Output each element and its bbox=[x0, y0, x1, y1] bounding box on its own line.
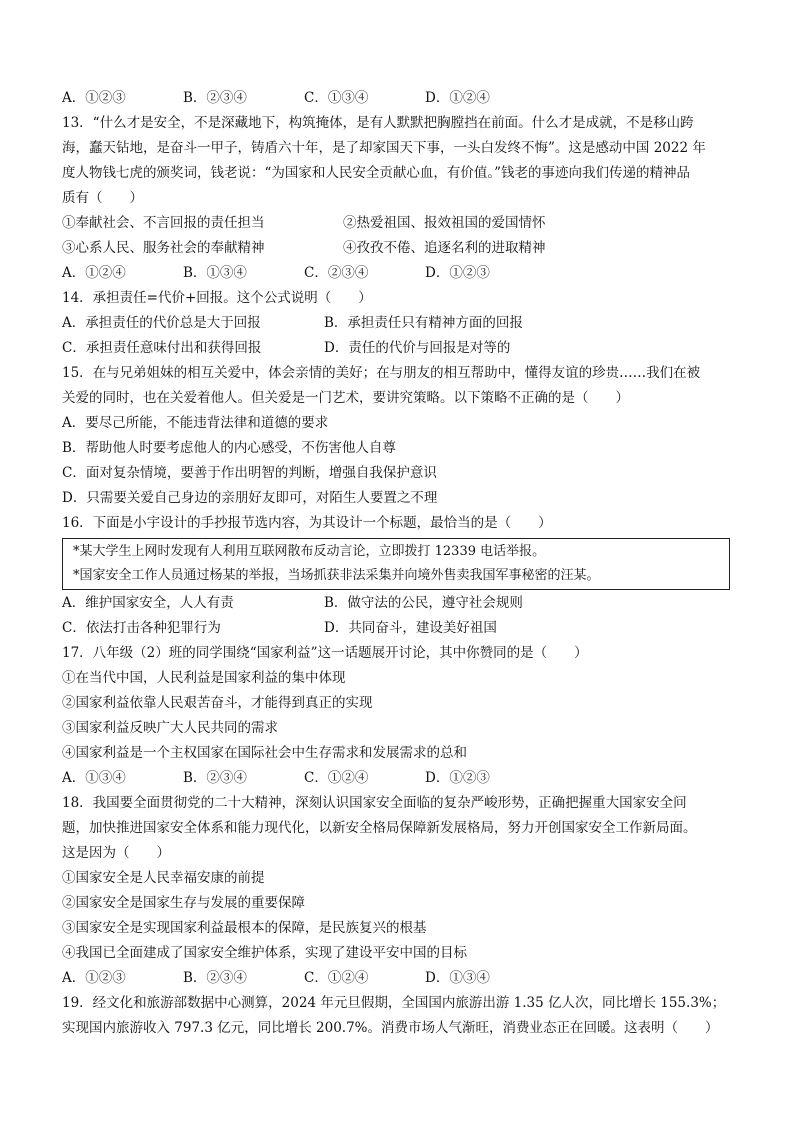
q15-stem-line: 关爱的同时，也在关爱着他人。但关爱是一门艺术，要讲究策略。以下策略不正确的是（ ） bbox=[62, 390, 629, 406]
q16-option-a[interactable]: A．维护国家安全，人人有责 bbox=[62, 595, 234, 611]
q15-option-a[interactable]: A．要尽己所能，不能违背法律和道德的要求 bbox=[62, 415, 329, 431]
q17-option-c[interactable]: C．①②④ bbox=[304, 770, 369, 786]
exam-page bbox=[62, 86, 734, 1041]
q13-option-b[interactable]: B．①③④ bbox=[183, 265, 247, 281]
q13-stem-line: 质有（ ） bbox=[62, 190, 143, 206]
q18-options bbox=[62, 966, 734, 991]
q15-option-d[interactable]: D．只需要关爱自己身边的亲朋好友即可，对陌生人要置之不理 bbox=[62, 490, 438, 506]
q17-item-2: ②国家利益依靠人民艰苦奋斗，才能得到真正的实现 bbox=[62, 695, 373, 711]
q17-options bbox=[62, 766, 734, 791]
q13-stem-line: 13．“什么才是安全，不是深藏地下，构筑掩体，是有人默默把胸膛挡在前面。什么才是成就，不是移山跨 bbox=[62, 115, 694, 131]
q14-option-b[interactable]: B．承担责任只有精神方面的回报 bbox=[324, 315, 523, 331]
q14-options-row bbox=[62, 336, 734, 361]
q13-option-c[interactable]: C．②③④ bbox=[304, 265, 369, 281]
q14-option-c[interactable]: C．承担责任意味付出和获得回报 bbox=[62, 340, 262, 356]
q18-item-4: ④我国已全面建成了国家安全维护体系，实现了建设平安中国的目标 bbox=[62, 945, 467, 961]
q17-stem: 17．八年级（2）班的同学围绕“国家利益”这一话题展开讨论，其中你赞同的是（ ） bbox=[62, 645, 588, 661]
q12-option-d[interactable]: D．①②④ bbox=[425, 90, 490, 106]
question-17 bbox=[62, 641, 734, 791]
q14-options-row bbox=[62, 311, 734, 336]
q17-item-4: ④国家利益是一个主权国家在国际社会中生存需求和发展需求的总和 bbox=[62, 745, 467, 761]
q16-excerpt-line: *国家安全工作人员通过杨某的举报，当场抓获非法采集并向境外售卖我国军事秘密的汪某。 bbox=[73, 568, 600, 583]
q17-option-d[interactable]: D．①②③ bbox=[425, 770, 490, 786]
q14-stem: 14．承担责任=代价+回报。这个公式说明（ ） bbox=[62, 290, 372, 306]
q13-stem-line: 海，蠢天钻地，是奋斗一甲子，铸盾六十年，是了却家国天下事，一头白发终不悔”。这是感动中国 2022 年 bbox=[62, 140, 706, 156]
q17-option-b[interactable]: B．②③④ bbox=[183, 770, 247, 786]
q13-stem-line: 度人物钱七虎的颁奖词，钱老说：“为国家和人民安全贡献心血，有价值。”钱老的事迹向我们传递的精神品 bbox=[62, 165, 691, 181]
q16-option-d[interactable]: D．共同奋斗，建设美好祖国 bbox=[324, 620, 497, 636]
q18-stem-line: 题，加快推进国家安全体系和能力现代化，以新安全格局保障新发展格局，努力开创国家安全工作新局面。 bbox=[62, 820, 697, 836]
question-14 bbox=[62, 286, 734, 361]
q12-options bbox=[62, 86, 734, 111]
q16-excerpt-line: *某大学生上网时发现有人利用互联网散布反动言论，立即拨打 12339 电话举报。 bbox=[73, 544, 546, 559]
q13-item-3: ③心系人民、服务社会的奉献精神 bbox=[62, 240, 265, 256]
q18-stem-line: 18．我国要全面贯彻党的二十大精神，深刻认识国家安全面临的复杂严峻形势，正确把握重大国家安全问 bbox=[62, 795, 687, 811]
q19-stem-line: 实现国内旅游收入 797.3 亿元，同比增长 200.7%。消费市场人气渐旺，消费业态正在回暖。这表明（ ） bbox=[62, 1020, 719, 1036]
q18-option-c[interactable]: C．①②④ bbox=[304, 970, 369, 986]
q14-option-a[interactable]: A．承担责任的代价总是大于回报 bbox=[62, 315, 261, 331]
q18-item-3: ③国家安全是实现国家利益最根本的保障，是民族复兴的根基 bbox=[62, 920, 427, 936]
q16-options-row bbox=[62, 591, 734, 616]
q15-stem-line: 15．在与兄弟姐妹的相互关爱中，体会亲情的美好；在与朋友的相互帮助中，懂得友谊的珍贵……我们在被 bbox=[62, 365, 701, 381]
q13-item-4: ④孜孜不倦、追逐名利的进取精神 bbox=[343, 240, 546, 256]
q18-stem-line: 这是因为（ ） bbox=[62, 845, 170, 861]
q18-item-1: ①国家安全是人民幸福安康的前提 bbox=[62, 870, 265, 886]
q13-option-a[interactable]: A．①②④ bbox=[62, 265, 126, 281]
q16-option-c[interactable]: C．依法打击各种犯罪行为 bbox=[62, 620, 221, 636]
q12-option-a[interactable]: A．①②③ bbox=[62, 90, 126, 106]
question-13 bbox=[62, 111, 734, 286]
q18-item-2: ②国家安全是国家生存与发展的重要保障 bbox=[62, 895, 305, 911]
q17-item-1: ①在当代中国，人民利益是国家利益的集中体现 bbox=[62, 670, 346, 686]
q13-option-d[interactable]: D．①②③ bbox=[425, 265, 490, 281]
q15-option-c[interactable]: C．面对复杂情境，要善于作出明智的判断，增强自我保护意识 bbox=[62, 465, 437, 481]
q15-option-b[interactable]: B．帮助他人时要考虑他人的内心感受，不伤害他人自尊 bbox=[62, 440, 396, 456]
q17-option-a[interactable]: A．①③④ bbox=[62, 770, 126, 786]
q13-item-1: ①奉献社会、不言回报的责任担当 bbox=[62, 215, 265, 231]
question-16 bbox=[62, 511, 734, 641]
q16-options-row bbox=[62, 616, 734, 641]
q18-option-d[interactable]: D．①③④ bbox=[425, 970, 490, 986]
q13-options bbox=[62, 261, 734, 286]
question-15 bbox=[62, 361, 734, 511]
question-18 bbox=[62, 791, 734, 991]
q12-option-c[interactable]: C．①③④ bbox=[304, 90, 369, 106]
q19-stem-line: 19．经文化和旅游部数据中心测算，2024 年元旦假期，全国国内旅游出游 1.35 亿人次，同比增长 155.3%； bbox=[62, 995, 726, 1011]
q12-option-b[interactable]: B．②③④ bbox=[183, 90, 247, 106]
q14-option-d[interactable]: D．责任的代价与回报是对等的 bbox=[324, 340, 511, 356]
q16-stem: 16．下面是小宇设计的手抄报节选内容，为其设计一个标题，最恰当的是（ ） bbox=[62, 515, 552, 531]
q18-option-a[interactable]: A．①②③ bbox=[62, 970, 126, 986]
q16-option-b[interactable]: B．做守法的公民，遵守社会规则 bbox=[324, 595, 523, 611]
q13-items-row bbox=[62, 236, 734, 261]
q18-option-b[interactable]: B．②③④ bbox=[183, 970, 247, 986]
question-19 bbox=[62, 991, 734, 1041]
q13-item-2: ②热爱祖国、报效祖国的爱国情怀 bbox=[343, 215, 546, 231]
q16-excerpt-box bbox=[62, 538, 730, 590]
q17-item-3: ③国家利益反映广大人民共同的需求 bbox=[62, 720, 278, 736]
q13-items-row bbox=[62, 211, 734, 236]
